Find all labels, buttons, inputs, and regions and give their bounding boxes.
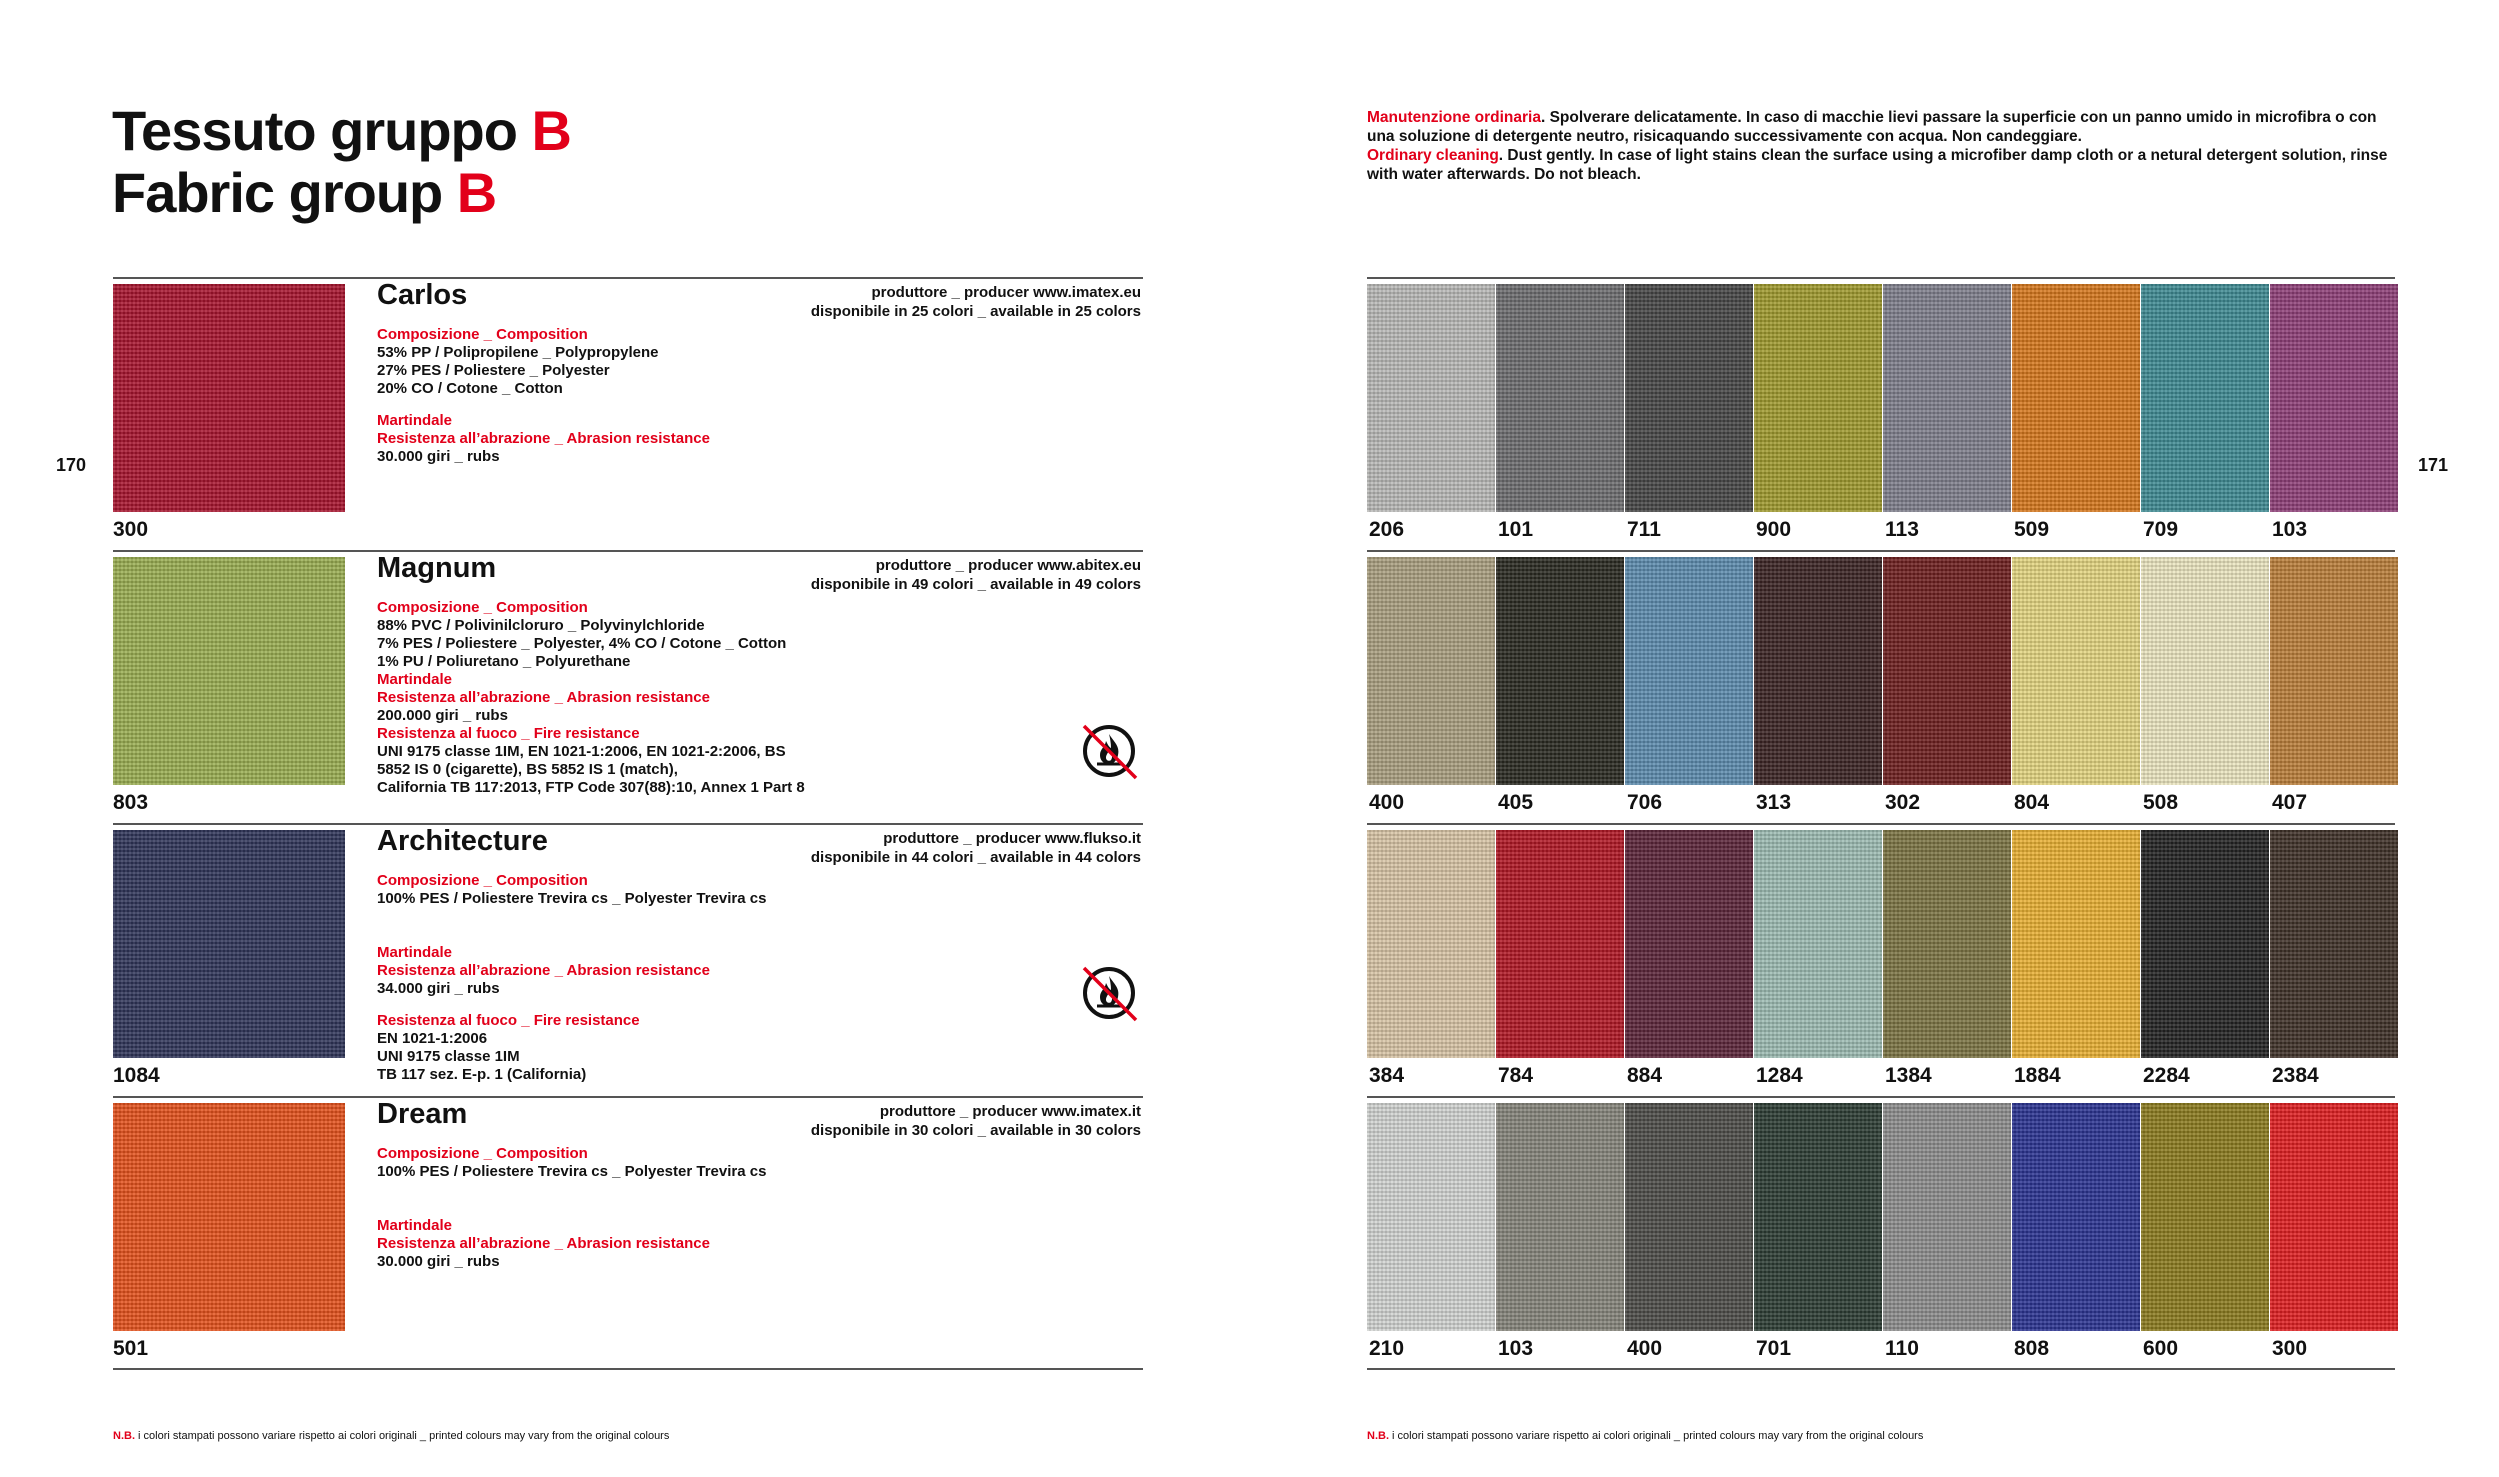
color-swatch[interactable]	[1496, 830, 1624, 1058]
swatch-code: 784	[1498, 1064, 1534, 1087]
color-swatch[interactable]	[1625, 557, 1753, 785]
divider	[1367, 277, 2395, 279]
producer-info: produttore _ producer www.imatex.it disponibile in 30 colori _ available in 30 colors	[810, 1103, 1141, 1139]
divider	[113, 823, 1143, 825]
main-fabric-swatch	[113, 830, 345, 1058]
title-line-it: Tessuto gruppo B	[112, 99, 571, 162]
color-swatch[interactable]	[1367, 557, 1495, 785]
swatch-code: 709	[2143, 518, 2179, 541]
fabric-details: Composizione _ Composition 88% PVC / Polivinilcloruro _ Polyvinylchloride 7% PES / Poliestere _ Polyester, 4% CO / Cotone _ Cotton 1% PU / Poliuretano _ Polyurethane Martindale Resistenza all’abrazione _ Abrasion resistance 200.000 giri _ rubs Resistenza al fuoco _ Fire resistance UNI 9175 classe 1IM, EN 1021-1:2006, EN 1021-2:2006, BS 5852 IS 0 (cigarette), BS 5852 IS 1 (match), California TB 117:2013, FTP Code 307(88):10, Annex 1 Part 8	[377, 599, 805, 796]
fabric-name: Architecture	[377, 825, 548, 857]
color-swatch[interactable]	[2270, 557, 2398, 785]
color-swatch[interactable]	[1754, 830, 1882, 1058]
swatch-code: 384	[1369, 1064, 1405, 1087]
swatch-code: 113	[1885, 518, 1919, 541]
color-swatch[interactable]	[2012, 1103, 2140, 1331]
color-swatch[interactable]	[2141, 284, 2269, 512]
fabric-details: Composizione _ Composition 100% PES / Poliestere Trevira cs _ Polyester Trevira cs Martindale Resistenza all’abrazione _ Abrasion resistance 34.000 giri _ rubs Resistenza al fuoco _ Fire resistance EN 1021-1:2006 UNI 9175 classe 1IM TB 117 sez. E-p. 1 (California)	[377, 872, 767, 1083]
color-swatch[interactable]	[2012, 830, 2140, 1058]
page-number-right: 171	[2418, 455, 2449, 475]
swatch-code: 313	[1756, 791, 1792, 814]
color-swatch[interactable]	[1883, 557, 2011, 785]
color-swatch[interactable]	[1625, 284, 1753, 512]
color-swatch[interactable]	[2141, 557, 2269, 785]
fabric-details: Composizione _ Composition 53% PP / Polipropilene _ Polypropylene 27% PES / Poliestere _ Polyester 20% CO / Cotone _ Cotton Martindale Resistenza all’abrazione _ Abrasion resistance 30.000 giri _ rubs	[377, 326, 710, 465]
swatch-code: 1384	[1885, 1064, 1932, 1087]
producer-info: produttore _ producer www.abitex.eu disponibile in 49 colori _ available in 49 colors	[810, 557, 1141, 593]
swatch-code: 400	[1369, 791, 1405, 814]
swatch-code: 405	[1498, 791, 1534, 814]
swatch-code: 302	[1885, 791, 1921, 814]
color-swatch[interactable]	[1883, 830, 2011, 1058]
fabric-name: Dream	[377, 1098, 468, 1130]
divider	[113, 277, 1143, 279]
color-swatch[interactable]	[2141, 830, 2269, 1058]
fabric-name: Magnum	[377, 552, 497, 584]
color-swatch[interactable]	[1883, 284, 2011, 512]
swatch-code: 210	[1369, 1337, 1405, 1360]
swatch-code: 706	[1627, 791, 1663, 814]
divider	[113, 550, 1143, 552]
color-swatch[interactable]	[1367, 284, 1495, 512]
main-fabric-swatch	[113, 1103, 345, 1331]
color-swatch[interactable]	[1496, 557, 1624, 785]
swatch-code: 103	[1498, 1337, 1534, 1360]
care-english: Ordinary cleaning. Dust gently. In case of light stains clean the surface using a microfiber damp cloth or a netural detergent solution, rinse with water afterwards. Do not bleach.	[1367, 147, 2388, 183]
swatch-code: 804	[2014, 791, 2050, 814]
care-instructions	[1367, 108, 2397, 184]
color-swatch[interactable]	[1367, 830, 1495, 1058]
producer-info: produttore _ producer www.imatex.eu disponibile in 25 colori _ available in 25 colors	[810, 284, 1141, 320]
swatch-code: 711	[1627, 518, 1661, 541]
divider	[113, 1368, 1143, 1370]
color-swatch[interactable]	[1625, 830, 1753, 1058]
page-title	[112, 100, 571, 224]
swatch-code: 2384	[2272, 1064, 2319, 1087]
swatch-code: 509	[2014, 518, 2050, 541]
color-swatch[interactable]	[2270, 1103, 2398, 1331]
main-fabric-swatch	[113, 557, 345, 785]
color-swatch[interactable]	[2270, 830, 2398, 1058]
fabric-name: Carlos	[377, 279, 468, 311]
swatch-code: 1284	[1756, 1064, 1803, 1087]
main-swatch-code: 803	[113, 791, 149, 814]
color-swatch[interactable]	[1754, 284, 1882, 512]
care-italian: Manutenzione ordinaria. Spolverare delicatamente. In caso di macchie lievi passare la superficie con un panno umido in microfibra o con una soluzione di detergente neutro, risicaquando successivamente con acqua. Non candeggiare.	[1367, 109, 2377, 145]
swatch-code: 206	[1369, 518, 1405, 541]
swatch-code: 101	[1498, 518, 1534, 541]
swatch-code: 808	[2014, 1337, 2050, 1360]
swatch-code: 508	[2143, 791, 2179, 814]
swatch-code: 110	[1885, 1337, 1919, 1360]
color-swatch[interactable]	[1367, 1103, 1495, 1331]
color-swatch[interactable]	[1754, 1103, 1882, 1331]
color-swatch[interactable]	[2012, 284, 2140, 512]
divider	[1367, 1368, 2395, 1370]
page-number-left: 170	[56, 455, 87, 475]
color-swatch[interactable]	[2270, 284, 2398, 512]
swatch-code: 900	[1756, 518, 1792, 541]
color-swatch[interactable]	[1496, 284, 1624, 512]
swatch-code: 701	[1756, 1337, 1792, 1360]
divider	[1367, 823, 2395, 825]
color-swatch[interactable]	[2141, 1103, 2269, 1331]
main-swatch-code: 501	[113, 1337, 149, 1360]
swatch-code: 400	[1627, 1337, 1663, 1360]
color-swatch[interactable]	[1625, 1103, 1753, 1331]
divider	[113, 1096, 1143, 1098]
footnote-right: N.B. i colori stampati possono variare rispetto ai colori originali _ printed colours may vary from the original colours	[1367, 1430, 1924, 1442]
no-flame-icon	[1078, 720, 1140, 782]
color-swatch[interactable]	[1754, 557, 1882, 785]
footnote-left: N.B. i colori stampati possono variare rispetto ai colori originali _ printed colours may vary from the original colours	[113, 1430, 670, 1442]
swatch-code: 2284	[2143, 1064, 2190, 1087]
divider	[1367, 1096, 2395, 1098]
swatch-code: 300	[2272, 1337, 2308, 1360]
main-swatch-code: 1084	[113, 1064, 160, 1087]
main-swatch-code: 300	[113, 518, 149, 541]
swatch-code: 103	[2272, 518, 2308, 541]
fabric-details: Composizione _ Composition 100% PES / Poliestere Trevira cs _ Polyester Trevira cs Martindale Resistenza all’abrazione _ Abrasion resistance 30.000 giri _ rubs	[377, 1145, 767, 1270]
title-line-en: Fabric group B	[112, 161, 497, 224]
no-flame-icon	[1078, 962, 1140, 1024]
divider	[1367, 550, 2395, 552]
main-fabric-swatch	[113, 284, 345, 512]
swatch-code: 1884	[2014, 1064, 2061, 1087]
color-swatch[interactable]	[1883, 1103, 2011, 1331]
swatch-code: 884	[1627, 1064, 1663, 1087]
producer-info: produttore _ producer www.flukso.it disponibile in 44 colori _ available in 44 colors	[810, 830, 1141, 866]
swatch-code: 407	[2272, 791, 2308, 814]
swatch-code: 600	[2143, 1337, 2179, 1360]
color-swatch[interactable]	[2012, 557, 2140, 785]
color-swatch[interactable]	[1496, 1103, 1624, 1331]
